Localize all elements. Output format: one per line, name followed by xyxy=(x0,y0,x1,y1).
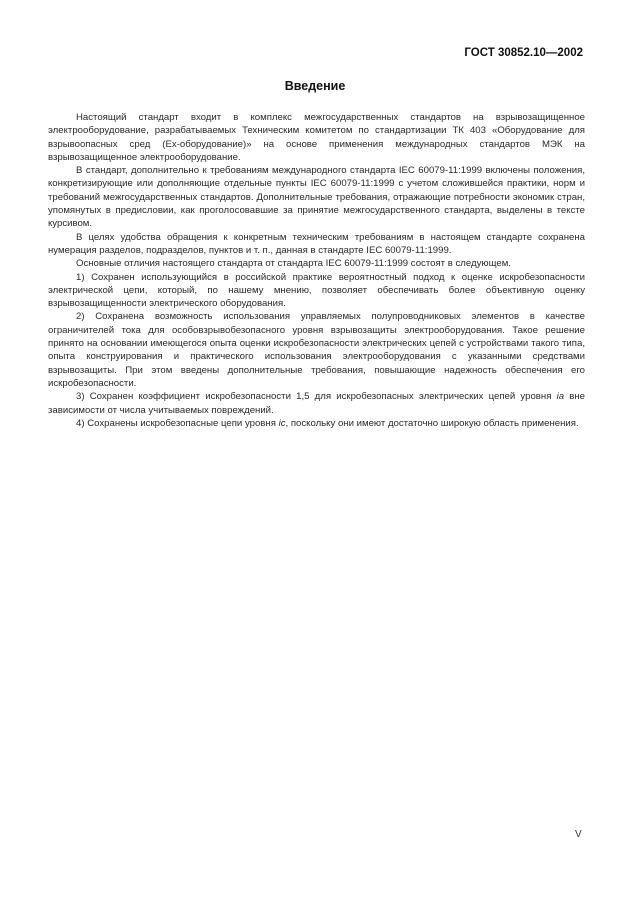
paragraph: В стандарт, дополнительно к требованиям международного стандарта IEC 60079-11:1999 включены положения, конкретизирующие или дополняющие отдельные пункты IEC 60079-11:1999 с учетом сложившейся практики, норм и требований межгосударственных стандартов. Дополнительные требования, отражающие потребности экономик стран, упомянутых в предисловии, как проголосовавшие за принятие межгосударственного стандарта, выделены в тексте курсивом. xyxy=(48,165,585,230)
paragraph: 1) Сохранен использующийся в российской практике вероятностный подход к оценке искробезопасности электрической цепи, который, по нашему мнению, позволяет обеспечивать более объективную оценку взрывозащищенности электрического оборудования. xyxy=(48,271,585,310)
text: вне зависимости от числа учитываемых повреждений. xyxy=(48,391,585,416)
text: 3) Сохранен коэффициент искробезопасности 1,5 для искробезопасных электрических цепей уровня xyxy=(76,391,557,403)
paragraph: В целях удобства обращения к конкретным техническим требованиям в настоящем стандарте сохранена нумерация разделов, подразделов, пунктов и т. п., данная в стандарте IEC 60079-11:1999. xyxy=(48,231,585,256)
text: , поскольку они имеют достаточно широкую область применения. xyxy=(285,417,579,429)
document-id: ГОСТ 30852.10—2002 xyxy=(464,47,583,59)
paragraph xyxy=(48,390,585,417)
paragraph: 2) Сохранена возможность использования управляемых полупроводниковых элементов в качестве ограничителей тока для особовзрывобезопасного уровня взрывозащиты электрооборудования. Такое решение принято на основании имеющегося опыта оценки искробезопасности электрических цепей с устройствами такого типа, опыта конструирования и практического использования электрооборудования с указанными средствами взрывозащиты. При этом введены дополнительные требования, повышающие надежность обеспечения его искробезопасности. xyxy=(48,311,585,389)
page-number: V xyxy=(575,829,582,840)
italic-term: ic xyxy=(278,417,286,429)
text: 4) Сохранены искробезопасные цепи уровня xyxy=(76,417,279,429)
paragraph: Настоящий стандарт входит в комплекс межгосударственных стандартов на взрывозащищенное электрооборудование, разрабатываемых Техническим комитетом по стандартизации ТК 403 «Оборудование для взрывоопасных сред (Ех-оборудование)» на основе применения международных стандартов МЭК на взрывозащищенное электрооборудование. xyxy=(48,112,585,163)
paragraph xyxy=(48,417,585,430)
italic-term: ia xyxy=(556,391,565,403)
section-title: Введение xyxy=(284,79,346,93)
paragraph: Основные отличия настоящего стандарта от стандарта IEC 60079-11:1999 состоят в следующем. xyxy=(76,258,511,270)
body-text xyxy=(48,111,585,430)
